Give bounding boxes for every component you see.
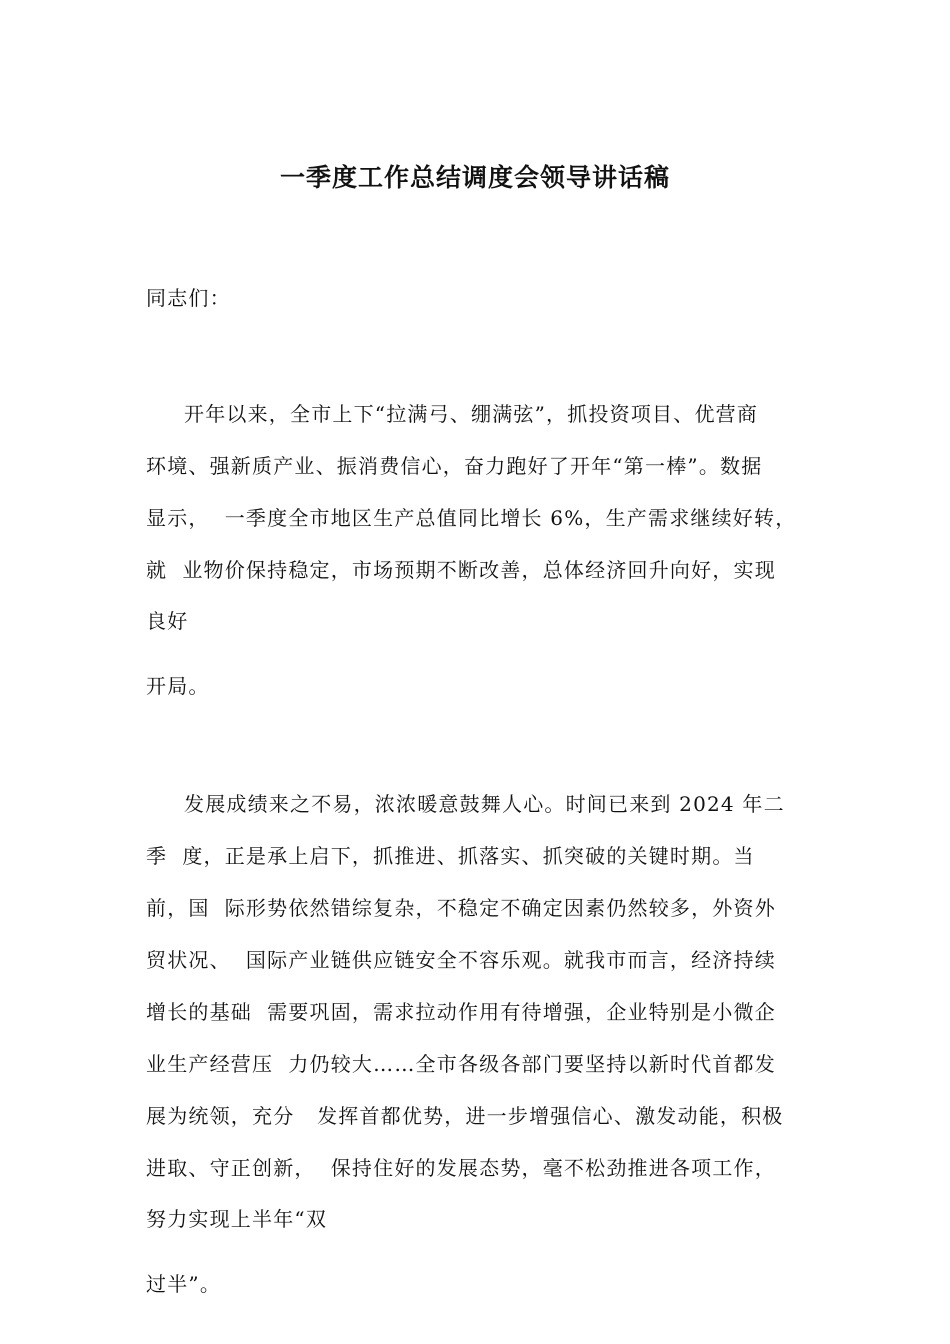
paragraph-line: 开年以来，全市上下“拉满弓、绷满弦”，抓投资项目、优营商 — [184, 402, 759, 426]
paragraph-line: 环境、强新质产业、振消费信心，奋力跑好了开年“第一棒”。数据 — [146, 454, 763, 478]
document-title: 一季度工作总结调度会领导讲话稿 — [279, 163, 670, 192]
paragraph-line: 开局。 — [146, 674, 210, 698]
paragraph-line: 进取、守正创新， 保持住好的发展态势，毫不松劲推进各项工作， — [146, 1156, 776, 1180]
paragraph-line: 增长的基础 需要巩固，需求拉动作用有待增强，企业特别是小微企 — [146, 1000, 776, 1024]
paragraph-line: 季 度，正是承上启下，抓推进、抓落实、抓突破的关键时期。当 — [146, 844, 755, 868]
paragraph-line: 显示， 一季度全市地区生产总值同比增长 6%，生产需求继续好转， — [146, 506, 797, 530]
paragraph-line: 良好 — [146, 609, 189, 633]
paragraph-line: 努力实现上半年“双 — [146, 1207, 328, 1231]
paragraph-line: 前，国 际形势依然错综复杂，不稳定不确定因素仍然较多，外资外 — [146, 896, 776, 920]
paragraph-line: 就 业物价保持稳定，市场预期不断改善，总体经济回升向好，实现 — [146, 558, 776, 582]
salutation: 同志们： — [146, 286, 231, 310]
paragraph-line: 发展成绩来之不易，浓浓暖意鼓舞人心。时间已来到 2024 年二 — [184, 792, 785, 816]
paragraph-line: 展为统领，充分 发挥首都优势，进一步增强信心、激发动能，积极 — [146, 1104, 784, 1128]
paragraph-line: 过半”。 — [146, 1272, 222, 1296]
paragraph-line: 业生产经营压 力仍较大……全市各级各部门要坚持以新时代首都发 — [146, 1052, 776, 1076]
paragraph-line: 贸状况、 国际产业链供应链安全不容乐观。就我市而言，经济持续 — [146, 948, 776, 972]
